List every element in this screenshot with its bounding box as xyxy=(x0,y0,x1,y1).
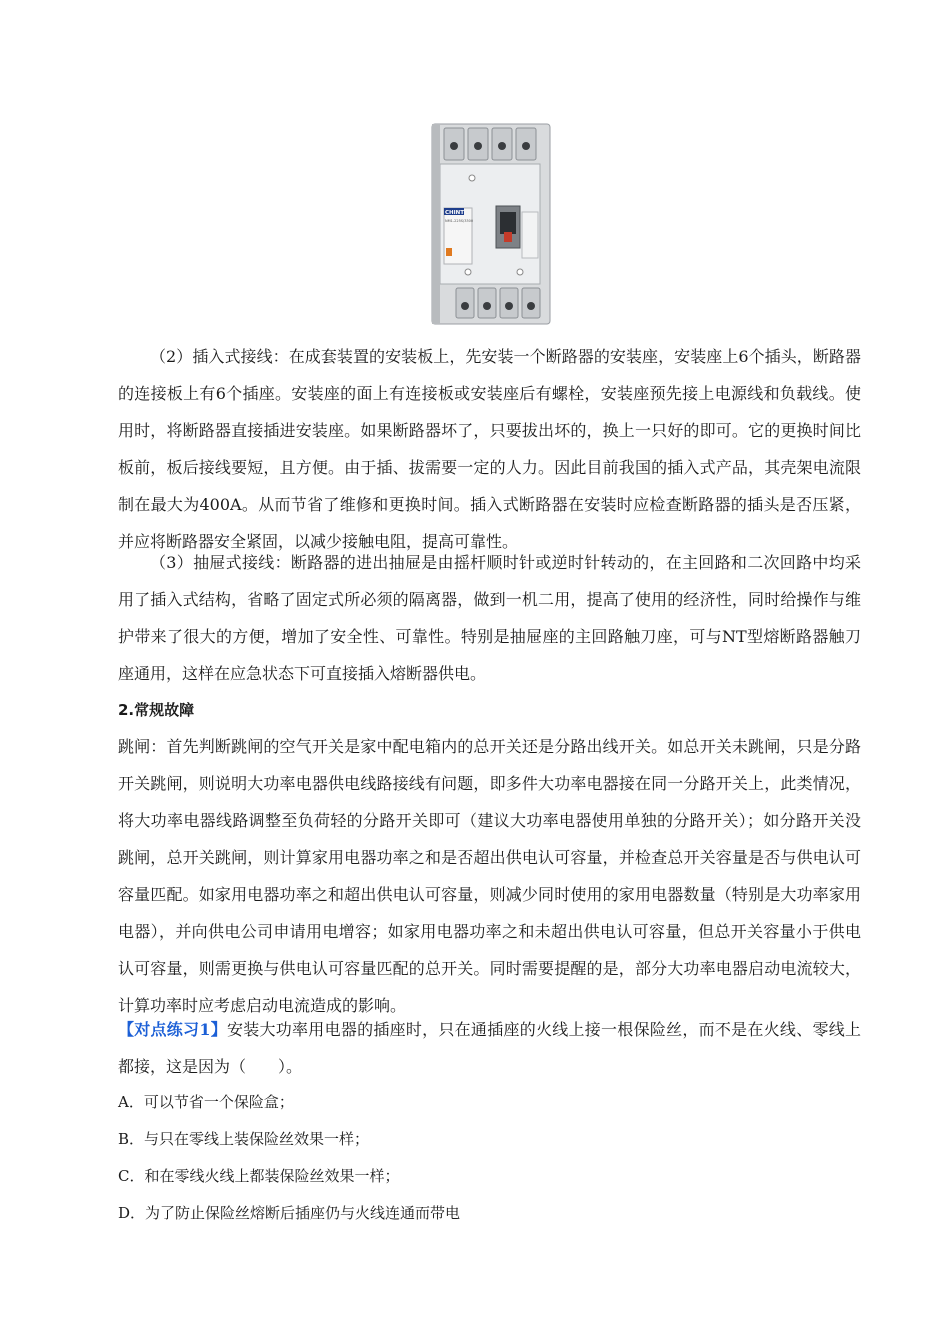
paragraph-trip xyxy=(118,728,861,1024)
section-heading: 2.常规故障 xyxy=(118,701,195,719)
brand-label: CHINT xyxy=(445,210,465,216)
paragraph-text: （3）抽屉式接线：断路器的进出抽屉是由摇杆顺时针或逆时针转动的，在主回路和二次回路中均采用了插入式结构，省略了固定式所必须的隔离器，做到一机二用，提高了使用的经济性，同时给操作与维护带来了很大的方便，增加了安全性、可靠性。特别是抽屉座的主回路触刀座，可与NT型熔断路器触刀座通用，这样在应急状态下可直接插入熔断器供电。 xyxy=(118,553,861,683)
exercise-tag: 【对点练习1】 xyxy=(118,1020,227,1039)
paragraph-text: （2）插入式接线：在成套装置的安装板上，先安装一个断路器的安装座，安装座上6个插头，断路器的连接板上有6个插座。安装座的面上有连接板或安装座后有螺栓，安装座预先接上电源线和负载线。使用时，将断路器直接插进安装座。如果断路器坏了，只要拔出坏的，换上一只好的即可。它的更换时间比板前，板后接线要短，且方便。由于插、拔需要一定的人力。因此目前我国的插入式产品，其壳架电流限制在最大为400A。从而节省了维修和更换时间。插入式断路器在安装时应检查断路器的插头是否压紧，并应将断路器安全紧固，以减少接触电阻，提高可靠性。 xyxy=(118,347,861,551)
exercise-question xyxy=(118,1011,861,1085)
option-d: D．为了防止保险丝熔断后插座仍与火线连通而带电 xyxy=(118,1204,461,1222)
paragraph-text: 跳闸：首先判断跳闸的空气开关是家中配电箱内的总开关还是分路出线开关。如总开关未跳闸，只是分路开关跳闸，则说明大功率电器供电线路接线有问题，即多件大功率电器接在同一分路开关上，此类情况，将大功率电器线路调整至负荷轻的分路开关即可（建议大功率电器使用单独的分路开关）；如分路开关没跳闸，总开关跳闸，则计算家用电器功率之和是否超出供电认可容量，并检查总开关容量是否与供电认可容量匹配。如家用电器功率之和超出供电认可容量，则减少同时使用的家用电器数量（特别是大功率家用电器），并向供电公司申请用电增容；如家用电器功率之和未超出供电认可容量，但总开关容量小于供电认可容量，则需更换与供电认可容量匹配的总开关。同时需要提醒的是，部分大功率电器启动电流较大，计算功率时应考虑启动电流造成的影响。 xyxy=(118,737,861,1015)
option-a: A．可以节省一个保险盒； xyxy=(118,1093,294,1111)
paragraph-drawer-wiring xyxy=(118,544,861,692)
model-label: NM1-225S/3300 xyxy=(445,219,474,223)
option-b: B．与只在零线上装保险丝效果一样； xyxy=(118,1130,370,1148)
circuit-breaker-image xyxy=(428,120,556,328)
option-c: C．和在零线火线上都装保险丝效果一样； xyxy=(118,1167,400,1185)
paragraph-plug-in-wiring xyxy=(118,338,861,560)
exercise-question-text: 安装大功率用电器的插座时，只在通插座的火线上接一根保险丝，而不是在火线、零线上都接，这是因为（ ）。 xyxy=(118,1020,861,1076)
